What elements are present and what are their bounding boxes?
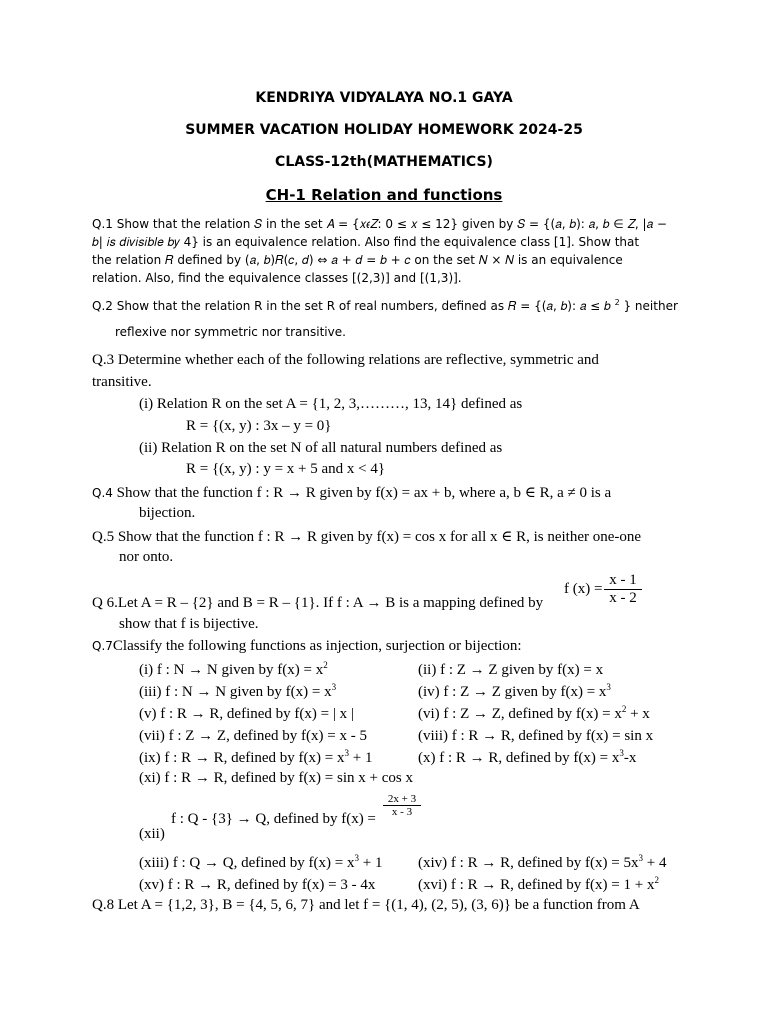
q6-denominator: x - 2	[609, 590, 637, 606]
q7-xii-numerator: 2x + 3	[383, 793, 421, 806]
q7-item: (xv) f : R → R, defined by f(x) = 3 - 4x	[139, 877, 376, 893]
q2-line-1	[92, 298, 678, 314]
q6-fx-label: f (x) =	[564, 581, 603, 597]
q6-numerator: x - 1	[604, 572, 642, 590]
q7-item: (v) f : R → R, defined by f(x) = | x |	[139, 706, 354, 722]
q5-line-1: Q.5 Show that the function f : R → R given by f(x) = cos x for all x ∈ R, is neither one-one	[92, 529, 642, 545]
q6-line-2: show that f is bijective.	[119, 616, 259, 632]
q4-label: Q.4	[92, 486, 113, 500]
q7-item: (vii) f : Z → Z, defined by f(x) = x - 5	[139, 728, 367, 744]
q7-item: (xvi) f : R → R, defined by $f(x) = 1 + x^2$	[418, 875, 659, 893]
q2-math: 𝑅 = {(𝑎, 𝑏): 𝑎 ≤ 𝑏	[507, 299, 611, 313]
q7-xii-denominator: x - 3	[391, 806, 413, 818]
q3-part-i: (i) Relation R on the set A = {1, 2, 3,………, 13, 14} defined as	[139, 396, 523, 412]
q7-item-xii-text: f : Q - {3} → Q, defined by f(x) =	[171, 811, 376, 827]
q4-text: Show that the function f : R → R given by f(x) = ax + b, where a, b ∈ R, a ≠ 0 is a	[116, 485, 612, 501]
q3-line-2: transitive.	[92, 374, 152, 390]
q4-line-2: bijection.	[139, 505, 196, 521]
q7-item: (vi) f : Z → Z, defined by $f(x) = x^2 + x$	[418, 704, 650, 722]
q8-line-1: Q.8 Let A = {1,2, 3}, B = {4, 5, 6, 7} and let f = {(1, 4), (2, 5), (3, 6)} be a function from A	[92, 897, 640, 913]
q3-line-1: Q.3 Determine whether each of the following relations are reflective, symmetric and	[92, 352, 599, 368]
q6-fraction	[604, 572, 642, 607]
q7-intro	[92, 638, 522, 655]
q7-item: (xiv) f : R → R, defined by $f(x) = 5x^3 + 4$	[418, 853, 667, 871]
q3-part-ii: (ii) Relation R on the set N of all natural numbers defined as	[139, 440, 503, 456]
q2-suffix: } neither	[623, 299, 678, 313]
q7-item: (i) f : N → N given by $f(x) = x^2$	[139, 660, 328, 678]
q7-item: (iv) f : Z → Z given by $f(x) = x^3$	[418, 682, 611, 700]
q1-line: the relation 𝑅 defined by (𝑎, 𝑏)𝑅(𝑐, 𝑑) ⇔ 𝑎 + 𝑑 = 𝑏 + 𝑐 on the set 𝑁 × 𝑁 is an equivalence	[92, 253, 623, 267]
homework-title: SUMMER VACATION HOLIDAY HOMEWORK 2024-25	[185, 122, 583, 138]
q1-line: Q.1 Show that the relation 𝑆 in the set 𝐴 = {𝑥𝜖𝑍: 0 ≤ 𝑥 ≤ 12} given by 𝑆 = {(𝑎, 𝑏): 𝑎, 𝑏 ∈ 𝑍, |𝑎 −	[92, 217, 667, 231]
q2-sup: 2	[614, 298, 620, 307]
q7-item: (xiii) f : Q → Q, defined by $f(x) = x^3 + 1$	[139, 853, 383, 871]
q7-item: (x) f : R → R, defined by $f(x) = x^3-x$	[418, 748, 637, 766]
q7-label: Q.7	[92, 639, 113, 653]
chapter-title: CH-1 Relation and functions	[265, 186, 503, 204]
q7-item: (viii) f : R → R, defined by f(x) = sin x	[418, 728, 654, 744]
q7-item: (ix) f : R → R, defined by $f(x) = x^3 + 1$	[139, 748, 373, 766]
q4-line-1	[92, 483, 611, 502]
q1-line: 𝑏| 𝑖𝑠 𝑑𝑖𝑣𝑖𝑠𝑖𝑏𝑙𝑒 𝑏𝑦 4} is an equivalence relation. Also find the equivalence class [1]. Show that	[92, 235, 640, 249]
q7-xii-fraction	[383, 793, 421, 818]
q2-line-2: reflexive nor symmetric nor transitive.	[115, 325, 346, 339]
school-name: KENDRIYA VIDYALAYA NO.1 GAYA	[255, 90, 513, 106]
q7-item: (ii) f : Z → Z given by f(x) = x	[418, 662, 604, 678]
q7-item: (iii) f : N → N given by $f(x) = x^3$	[139, 682, 337, 700]
q7-intro-text: Classify the following functions as injection, surjection or bijection:	[112, 638, 522, 654]
q7-item-xi: (xi) f : R → R, defined by f(x) = sin x + cos x	[139, 770, 413, 786]
q6-line-1: Q 6.Let A = R – {2} and B = R – {1}. If f : A → B is a mapping defined by	[92, 595, 544, 611]
q2-prefix: Q.2 Show that the relation R in the set R of real numbers, defined as	[92, 299, 505, 313]
class-title: CLASS-12th(MATHEMATICS)	[275, 154, 493, 170]
q7-item-xii-label: (xii)	[139, 826, 165, 842]
q1-line: relation. Also, find the equivalence classes [(2,3)] and [(1,3)].	[92, 271, 462, 285]
q3-part-ii-relation: R = {(x, y) : y = x + 5 and x < 4}	[186, 461, 386, 477]
q3-part-i-relation: R = {(x, y) : 3x – y = 0}	[186, 418, 332, 434]
q5-line-2: nor onto.	[119, 549, 174, 565]
